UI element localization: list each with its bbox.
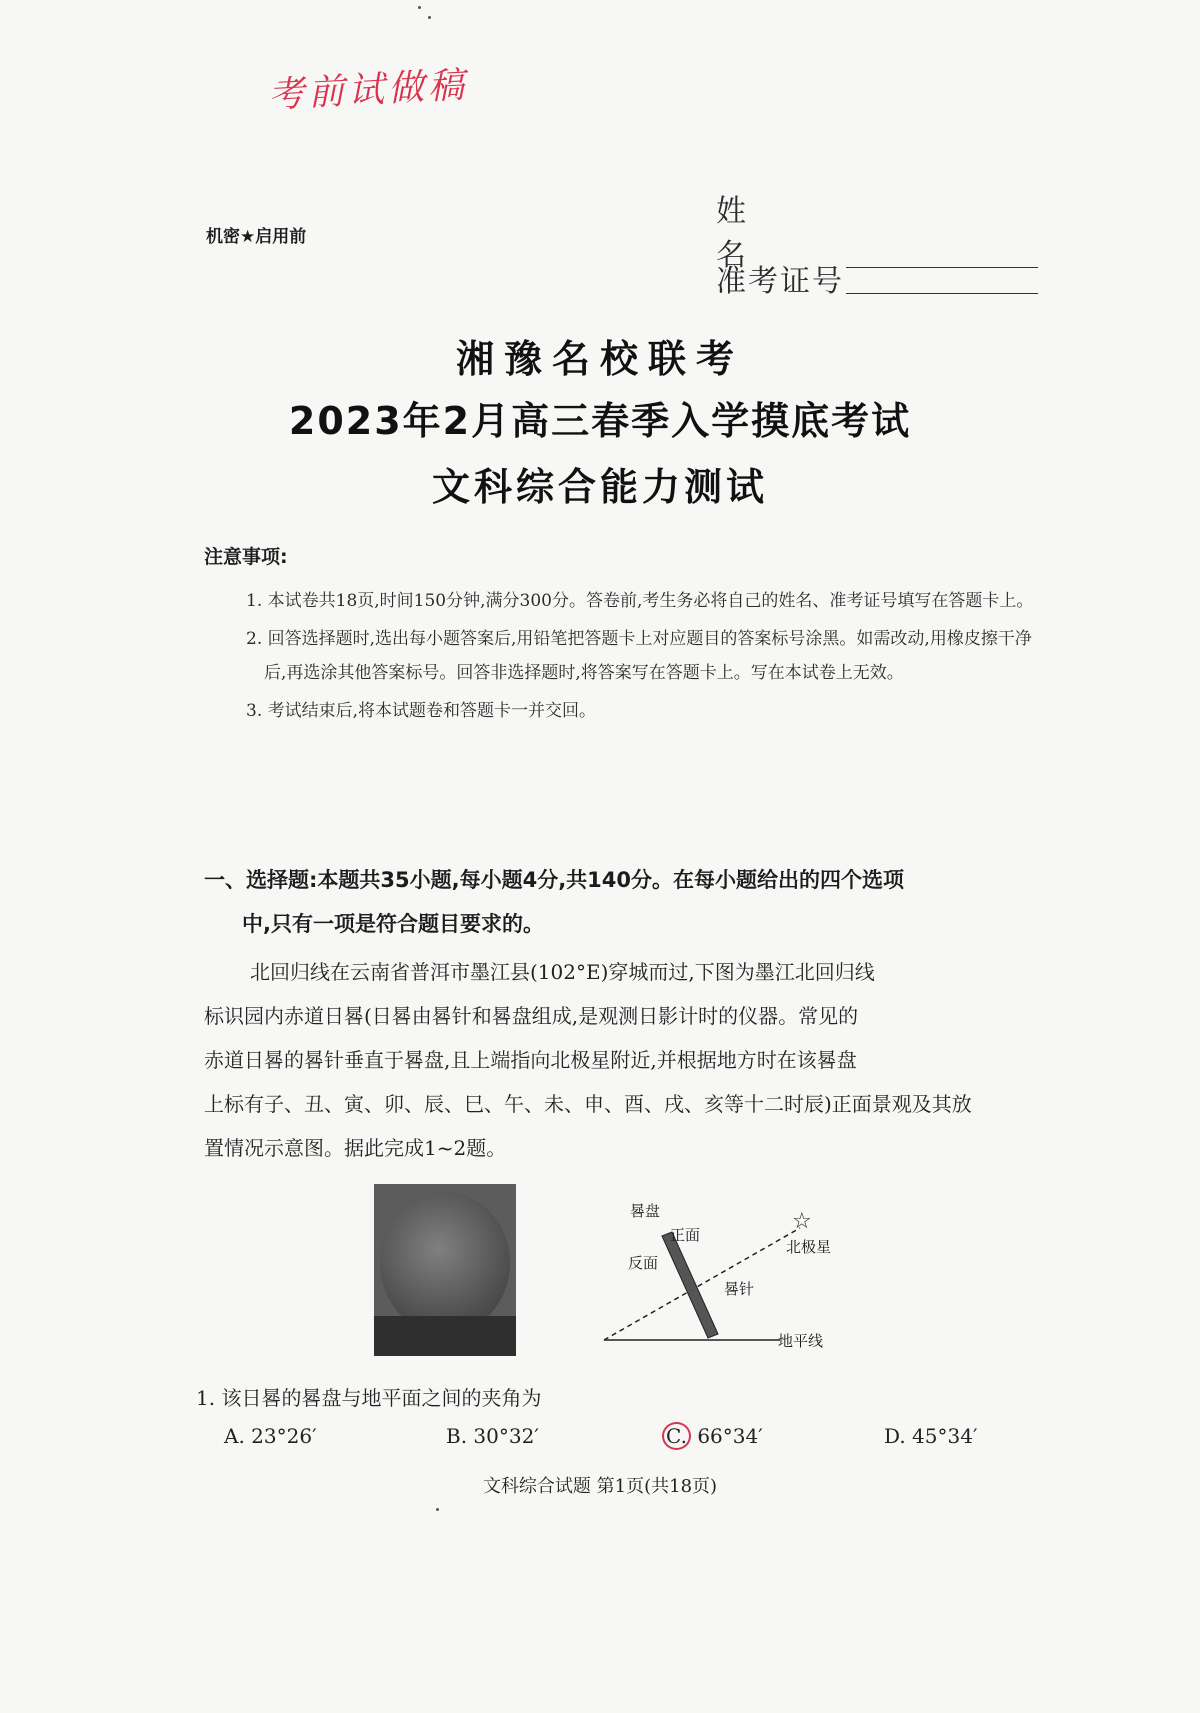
dial-plate bbox=[662, 1232, 718, 1338]
option-value: 30°32′ bbox=[473, 1424, 539, 1448]
name-label: 姓名 bbox=[716, 194, 792, 273]
front-label: 正面 bbox=[670, 1226, 701, 1244]
section-heading-line1: 一、选择题:本题共35小题,每小题4分,共140分。在每小题给出的四个选项 bbox=[204, 868, 905, 892]
option-c bbox=[666, 1424, 763, 1448]
option-value: 23°26′ bbox=[251, 1424, 317, 1448]
scan-speck bbox=[418, 6, 421, 9]
back-label: 反面 bbox=[628, 1254, 659, 1272]
confidential-label: 机密★启用前 bbox=[206, 227, 307, 247]
section-heading-line2: 中,只有一项是符合题目要求的。 bbox=[242, 912, 544, 936]
note-item: 2. 回答选择题时,选出每小题答案后,用铅笔把答题卡上对应题目的答案标号涂黑。如需改动,用橡皮擦干净后,再选涂其他答案标号。回答非选择题时,将答案写在答题卡上。写在本试卷上无效。 bbox=[246, 629, 1032, 683]
exam-id-field bbox=[716, 256, 844, 300]
scan-speck bbox=[436, 1508, 439, 1511]
option-a bbox=[224, 1424, 317, 1448]
exam-title-line1: 湘豫名校联考 bbox=[455, 337, 744, 381]
note-item: 1. 本试卷共18页,时间150分钟,满分300分。答卷前,考生务必将自己的姓名、准考证号填写在答题卡上。 bbox=[246, 591, 1034, 611]
notes-list bbox=[246, 584, 1036, 732]
exam-id-blank-line bbox=[846, 293, 1038, 294]
question-1-stem: 1. 该日晷的晷盘与地平面之间的夹角为 bbox=[196, 1386, 542, 1410]
option-label-circled: C. bbox=[662, 1422, 691, 1450]
option-label: B. bbox=[446, 1424, 468, 1448]
note-item: 3. 考试结束后,将本试题卷和答题卡一并交回。 bbox=[246, 701, 597, 721]
handwritten-note: 考前试做稿 bbox=[267, 64, 470, 117]
sundial-diagram bbox=[600, 1196, 880, 1378]
horizon-label: 地平线 bbox=[778, 1332, 824, 1350]
passage-line: 北回归线在云南省普洱市墨江县(102°E)穿城而过,下图为墨江北回归线 bbox=[250, 960, 875, 984]
scan-speck bbox=[428, 16, 431, 19]
exam-title-line3: 文科综合能力测试 bbox=[431, 465, 768, 509]
option-label: D. bbox=[884, 1424, 906, 1448]
exam-id-label: 准考证号 bbox=[716, 264, 844, 299]
name-blank-line bbox=[846, 267, 1038, 268]
gnomon-label: 晷针 bbox=[724, 1280, 755, 1298]
passage bbox=[204, 950, 1040, 1170]
option-value: 66°34′ bbox=[697, 1424, 763, 1448]
page-footer: 文科综合试题 第1页(共18页) bbox=[482, 1476, 718, 1497]
sundial-disc-image bbox=[380, 1192, 510, 1334]
option-d bbox=[884, 1424, 978, 1448]
sundial-photo bbox=[374, 1184, 516, 1356]
option-b bbox=[446, 1424, 539, 1448]
passage-line: 标识园内赤道日晷(日晷由晷针和晷盘组成,是观测日影计时的仪器。常见的 bbox=[204, 1004, 859, 1028]
notes-heading: 注意事项: bbox=[204, 546, 288, 568]
option-label: A. bbox=[224, 1424, 245, 1448]
section-heading bbox=[204, 858, 1044, 946]
dial-label: 晷盘 bbox=[630, 1202, 661, 1220]
passage-line: 置情况示意图。据此完成1~2题。 bbox=[204, 1136, 507, 1160]
option-value: 45°34′ bbox=[912, 1424, 978, 1448]
sundial-base-image bbox=[374, 1316, 516, 1356]
exam-title-line2: 2023年2月高三春季入学摸底考试 bbox=[288, 399, 912, 443]
passage-line: 赤道日晷的晷针垂直于晷盘,且上端指向北极星附近,并根据地方时在该晷盘 bbox=[204, 1048, 857, 1072]
polaris-label: 北极星 bbox=[786, 1238, 832, 1256]
passage-line: 上标有子、丑、寅、卯、辰、巳、午、未、申、酉、戌、亥等十二时辰)正面景观及其放 bbox=[204, 1092, 972, 1116]
polaris-star-icon: ☆ bbox=[792, 1209, 812, 1234]
